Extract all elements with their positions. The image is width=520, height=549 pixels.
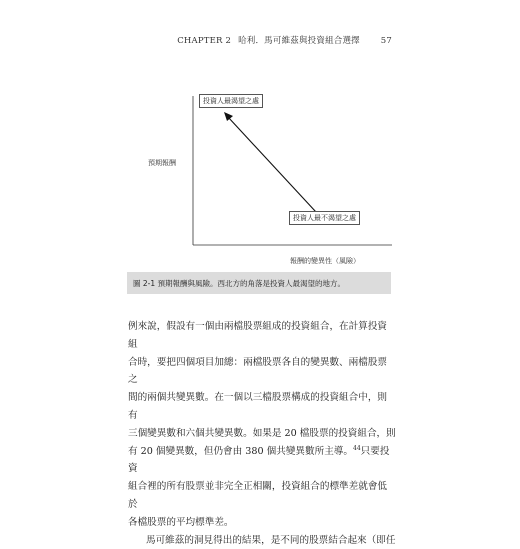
body-text — [128, 318, 396, 549]
body-line-text: 有 20 個變異數，但仍會由 380 個共變異數所主導。 — [128, 445, 353, 457]
footnote-reference: 44 — [353, 444, 361, 452]
body-line: 間的兩個共變異數。在一個以三檔股票構成的投資組合中，則有 — [128, 392, 388, 421]
direction-arrowhead — [224, 112, 233, 121]
body-line: 例來說，假設有一個由兩檔股票組成的投資組合，在計算投資組 — [128, 321, 388, 350]
body-line: 合時，要把四個項目加總：兩檔股票各自的變異數、兩檔股票之 — [128, 356, 388, 386]
x-axis-label: 報酬的變異性（風險） — [290, 257, 360, 265]
body-line: 組合裡的所有股票並非完全正相關，投資組合的標準差就會低於 — [128, 481, 388, 510]
body-line: 馬可維茲的洞見得出的結果，是不同的股票結合起來（即任 — [146, 534, 396, 546]
direction-arrow-line — [228, 117, 316, 212]
page-number: 57 — [380, 36, 392, 46]
body-line: 各檔股票的平均標準差。 — [128, 516, 234, 528]
chapter-title: 哈利．馬可維茲與投資組合選擇 — [238, 36, 360, 46]
body-line — [128, 443, 396, 479]
body-line-text: 只要投資 — [128, 445, 390, 475]
most-desired-box: 投資人最渴望之處 — [199, 94, 263, 108]
figure-caption: 圖 2-1 預期報酬與風險。西北方的角落是投資人最渴望的地方。 — [127, 272, 391, 294]
body-line: 三個變異數和六個共變異數。如果是 20 檔股票的投資組合，則 — [128, 427, 396, 439]
chapter-label: CHAPTER 2 — [177, 36, 232, 46]
least-desired-box: 投資人最不渴望之處 — [289, 211, 360, 225]
y-axis-label: 預期報酬 — [148, 159, 176, 167]
